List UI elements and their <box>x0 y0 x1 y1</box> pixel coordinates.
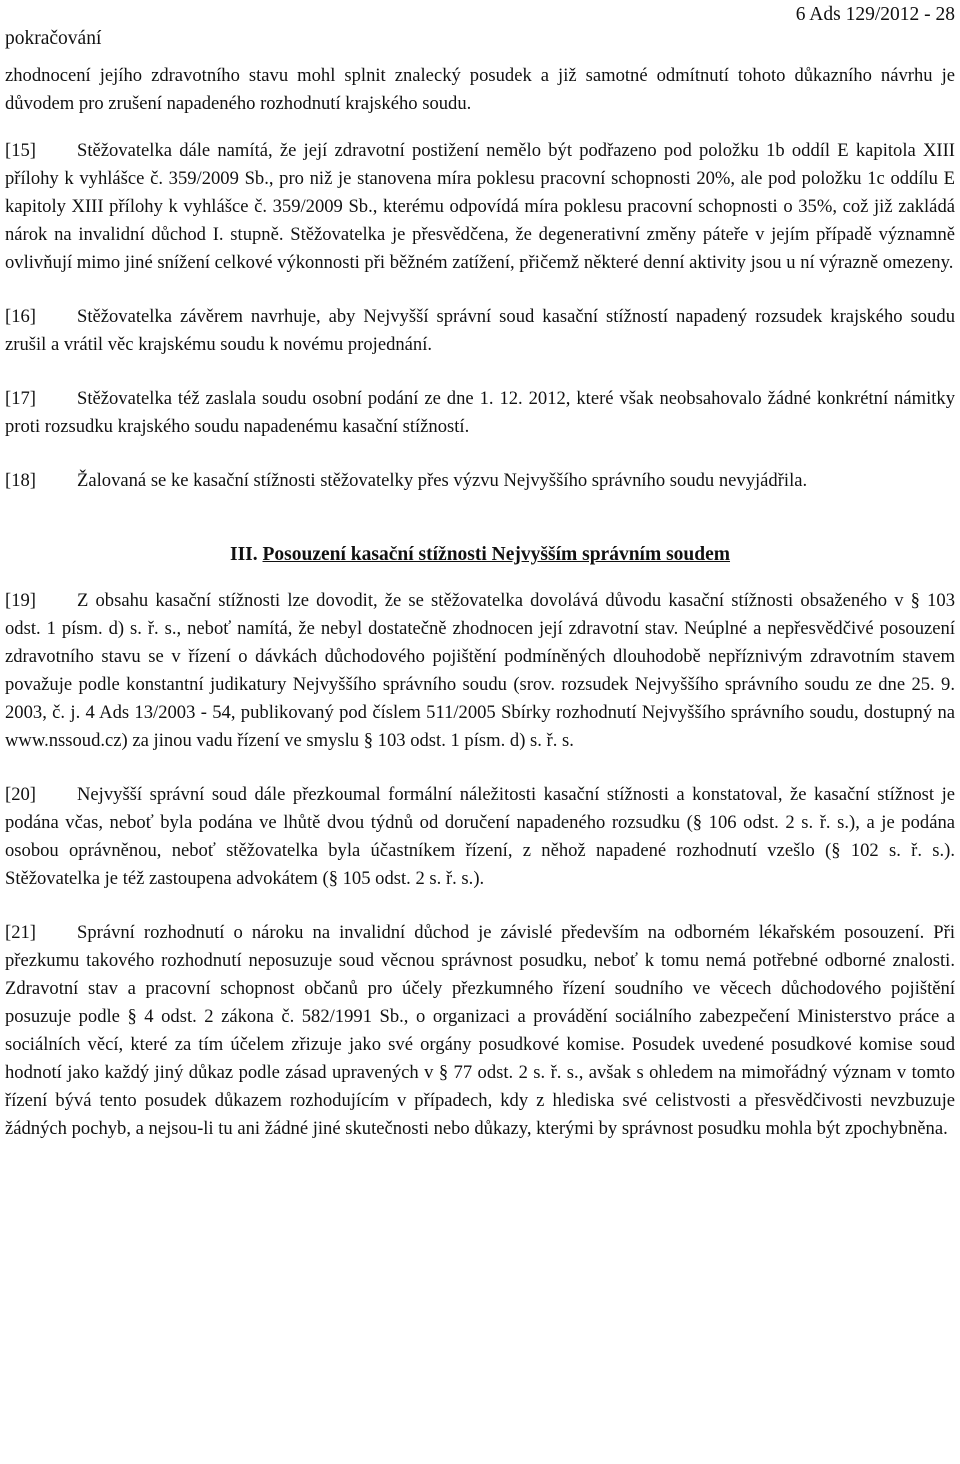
paragraph-text: Žalovaná se ke kasační stížnosti stěžovatelky přes výzvu Nejvyššího správního soudu nevyjádřila. <box>77 470 808 491</box>
paragraph-number: [16] <box>5 306 36 327</box>
paragraph-number: [21] <box>5 922 36 943</box>
paragraph-17 <box>5 385 955 441</box>
case-number: 6 Ads 129/2012 - 28 <box>795 4 955 25</box>
document-page <box>5 0 955 1169</box>
page-header <box>5 0 955 62</box>
paragraphs-before <box>5 137 955 495</box>
intro-paragraph: zhodnocení jejího zdravotního stavu mohl splnit znalecký posudek a již samotné odmítnutí tohoto důkazního návrhu je důvodem pro zrušení napadeného rozhodnutí krajského soudu. <box>5 65 955 114</box>
section-heading <box>5 541 955 569</box>
paragraph-text: Z obsahu kasační stížnosti lze dovodit, že se stěžovatelka dovolává důvodu kasační stížnosti obsaženého v § 103 odst. 1 písm. d) s. ř. s., neboť namítá, že nebyl dostatečně zhodnocen její zdravotní stav. Neúplné a nepřesvědčivé posouzení zdravotního stavu se v řízení o dávkách důchodového pojištění podmíněných dlouhodobě nepříznivým zdravotním stavem považuje podle konstantní judikatury Nejvyššího správního soudu (srov. rozsudek Nejvyššího správního soudu ze dne 25. 9. 2003, č. j. 4 Ads 13/2003 - 54, publikovaný pod číslem 511/2005 Sbírky rozhodnutí Nejvyššího správního soudu, dostupný na www.nssoud.cz) za jinou vadu řízení ve smyslu § 103 odst. 1 písm. d) s. ř. s. <box>5 590 955 751</box>
continuation-label: pokračování <box>5 28 102 49</box>
paragraph-text: Stěžovatelka též zaslala soudu osobní podání ze dne 1. 12. 2012, které však neobsahovalo žádné konkrétní námitky proti rozsudku krajského soudu napadenému kasační stížností. <box>5 388 955 437</box>
section-number: III. <box>229 544 258 565</box>
paragraph-15 <box>5 137 955 277</box>
paragraphs-after <box>5 587 955 1143</box>
paragraph-text: Správní rozhodnutí o nároku na invalidní důchod je závislé především na odborném lékařském posouzení. Při přezkumu takového rozhodnutí neposuzuje soud věcnou správnost posudku, neboť k tomu nemá potřebné odborné znalosti. Zdravotní stav a pracovní schopnost občanů pro účely přezkumného řízení soudního ve věcech důchodového pojištění posuzuje podle § 4 odst. 2 zákona č. 582/1991 Sb., o organizaci a provádění sociálního zabezpečení Ministerstvo práce a sociálních věcí, které za tím účelem zřizuje jako své orgány posudkové komise. Posudek uvedené posudkové komise soud hodnotí jako každý jiný důkaz podle zásad upravených v § 77 odst. 2 s. ř. s., avšak s ohledem na mimořádný význam v tomto řízení bývá tento posudek důkazem rozhodujícím v případech, kdy z hlediska své celistvosti a přesvědčivosti nevzbuzuje žádných pochyb, a nejsou-li tu ani žádné jiné skutečnosti nebo důkazy, kterými by správnost posudku mohla být zpochybněna. <box>5 922 955 1139</box>
paragraph-text: Stěžovatelka závěrem navrhuje, aby Nejvyšší správní soud kasační stížností napadený rozsudek krajského soudu zrušil a vrátil věc krajskému soudu k novému projednání. <box>5 306 955 355</box>
paragraph-number: [19] <box>5 590 36 611</box>
paragraph-21 <box>5 919 955 1143</box>
paragraph-number: [15] <box>5 140 36 161</box>
paragraph-text: Nejvyšší správní soud dále přezkoumal formální náležitosti kasační stížnosti a konstatoval, že kasační stížnost je podána včas, neboť byla podána ve lhůtě dvou týdnů od doručení napadeného rozsudku (§ 106 odst. 2 s. ř. s.), a je podána osobou oprávněnou, neboť stěžovatelka byla účastníkem řízení, z něhož napadené rozhodnutí vzešlo (§ 102 s. ř. s.). Stěžovatelka je též zastoupena advokátem (§ 105 odst. 2 s. ř. s.). <box>5 784 955 889</box>
paragraph-20 <box>5 781 955 893</box>
paragraph-number: [20] <box>5 784 36 805</box>
paragraph-16 <box>5 303 955 359</box>
paragraph-text: Stěžovatelka dále namítá, že její zdravotní postižení nemělo být podřazeno pod položku 1b oddíl E kapitola XIII přílohy k vyhlášce č. 359/2009 Sb., pro niž je stanovena míra poklesu pracovní schopnosti 20%, ale pod položku 1c oddílu E kapitoly XIII přílohy k vyhlášce č. 359/2009 Sb., kterému odpovídá míra poklesu pracovní schopnosti o 35%, což již zakládá nárok na invalidní důchod I. stupně. Stěžovatelka je přesvědčena, že degenerativní změny páteře v jejím případě významně ovlivňují mimo jiné snížení celkové výkonnosti při běžném zatížení, přičemž některé denní aktivity jsou u ní výrazně omezeny. <box>5 140 955 273</box>
paragraph-18 <box>5 467 955 495</box>
section-title: Posouzení kasační stížnosti Nejvyšším správním soudem <box>262 544 731 565</box>
paragraph-19 <box>5 587 955 755</box>
paragraph-number: [17] <box>5 388 36 409</box>
paragraph-number: [18] <box>5 470 36 491</box>
